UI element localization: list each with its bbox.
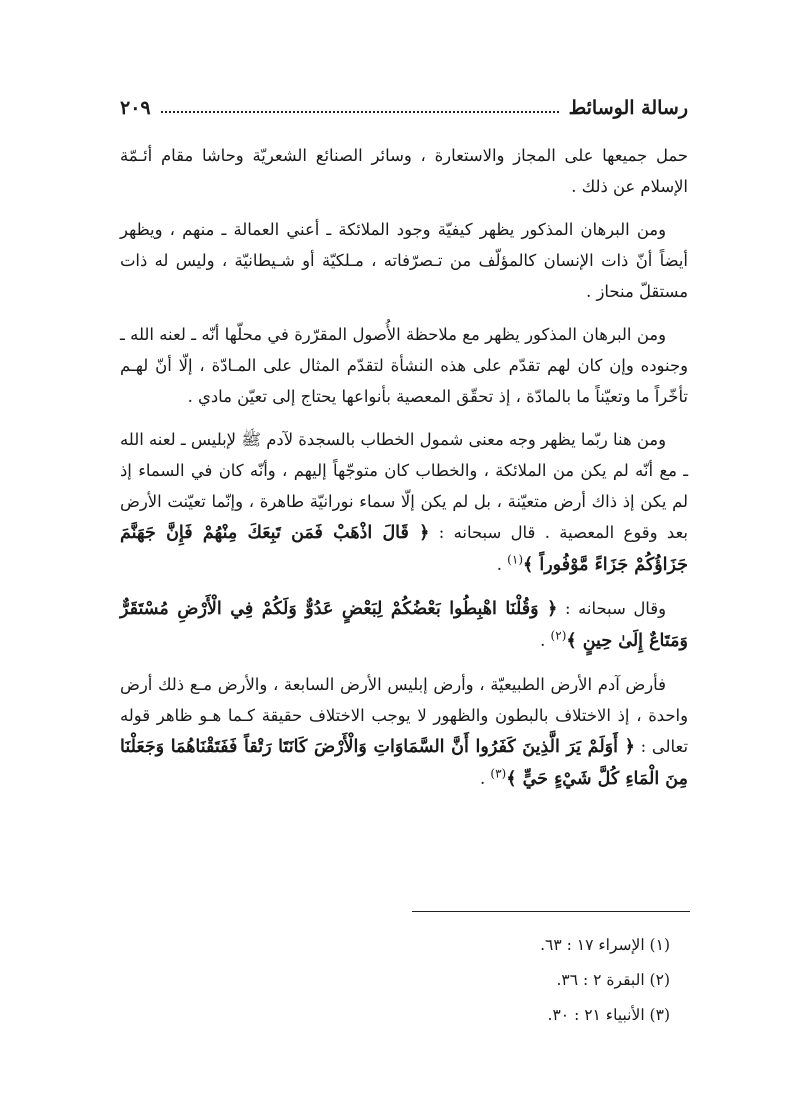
paragraph: حمل جميعها على المجاز والاستعارة ، وسائر الصنائع الشعريّة وحاشا مقام أئـمّة الإسلام عن ذلك . (120, 146, 688, 196)
quran-verse: ﴿ قَالَ اذْهَبْ فَمَن تَبِعَكَ مِنْهُمْ فَإِنَّ جَهَنَّمَ جَزَاؤُكُمْ جَزَاءً مَّوْفُوراً ﴾ (120, 523, 688, 575)
paragraph: ومن هنا ربّما يظهر وجه معنى شمول الخطاب بالسجدة لآدم ﷺ لإبليس ـ لعنه الله ـ مع أنّه لم يكن من الملائكة ، والخطاب كان متوجّهاً إليهم ، وأنّه كان في السماء إذ لم يكن إذ ذاك أرض متعيّنة ، بل لم يكن إلّا سماء نورانيّة طاهرة ، وإنّما تعيّنت الأرض بعد وقوع المعصية . قال سبحانه : ﴿ قَالَ اذْهَبْ فَمَن تَبِعَكَ مِنْهُمْ فَإِنَّ جَهَنَّمَ جَزَاؤُكُمْ جَزَاءً مَّوْفُوراً ﴾$^{(١)}$ . (120, 430, 688, 575)
footnote-ref[interactable]: (١) (507, 552, 523, 567)
body-text (120, 140, 688, 807)
header-title: رسالة الوسائط (568, 97, 688, 119)
paragraph: ومن البرهان المذكور يظهر كيفيّة وجود الملائكة ـ أعني العمالة ـ منهم ، ويظهر أيضاً أنّ ذات الإنسان كالمؤلّف من تـصرّفاته ، مـلكيّة أو شـيطانيّة ، وليس له ذات مستقلّ منحاز . (120, 220, 688, 301)
footnote: (٣) الأنبياء ٢١ : ٣٠. (547, 1006, 670, 1024)
paragraph: وقال سبحانه : ﴿ وَقُلْنَا اهْبِطُوا بَعْضُكُمْ لِبَعْضٍ عَدُوٌّ وَلَكُمْ فِي الْأَرْضِ مُسْتَقَرٌّ وَمَتَاعٌ إِلَىٰ حِينٍ ﴾$^{(٢)}$ . (120, 599, 688, 651)
dotted-leader (161, 111, 559, 113)
footnote-separator (412, 911, 690, 912)
running-header (120, 92, 688, 124)
quran-verse: ﴿ وَقُلْنَا اهْبِطُوا بَعْضُكُمْ لِبَعْضٍ عَدُوٌّ وَلَكُمْ فِي الْأَرْضِ مُسْتَقَرٌّ وَمَتَاعٌ إِلَىٰ حِينٍ ﴾ (120, 599, 688, 651)
page-number: ٢٠٩ (120, 97, 151, 119)
paragraph: فأرض آدم الأرض الطبيعيّة ، وأرض إبليس الأرض السابعة ، والأرض مـع ذلك أرض واحدة ، إذ الاختلاف بالبطون والظهور لا يوجب الاختلاف حقيقة كـما هـو ظاهر قوله تعالى : ﴿ أَوَلَمْ يَرَ الَّذِينَ كَفَرُوا أَنَّ السَّمَاوَاتِ وَالْأَرْضَ كَانَتَا رَتْقاً فَفَتَقْنَاهُمَا وَجَعَلْنَا مِنَ الْمَاءِ كُلَّ شَيْءٍ حَيٍّ ﴾$^{(٣)}$ . (120, 675, 689, 789)
paragraph: ومن البرهان المذكور يظهر مع ملاحظة الأُصول المقرّرة في محلّها أنّه ـ لعنه الله ـ وجنوده وإن كان لهم تقدّم على هذه النشأة لتقدّم المثال على المـادّة ، إلّا أنّ لهـم تأخّراً ما وتعيّناً ما بالمادّة ، إذ تحقّق المعصية بأنواعها يحتاج إلى تعيّن مادي . (120, 325, 688, 406)
footnote-ref[interactable]: (٣) (490, 766, 507, 781)
footnote: (٢) البقرة ٢ : ٣٦. (556, 971, 670, 989)
footnote-ref[interactable]: (٢) (550, 628, 567, 643)
footnotes (400, 928, 690, 1033)
footnote: (١) الإسراء ١٧ : ٦٣. (540, 936, 670, 954)
quran-verse: ﴿ أَوَلَمْ يَرَ الَّذِينَ كَفَرُوا أَنَّ السَّمَاوَاتِ وَالْأَرْضَ كَانَتَا رَتْقاً فَفَتَقْنَاهُمَا وَجَعَلْنَا مِنَ الْمَاءِ كُلَّ شَيْءٍ حَيٍّ ﴾ (120, 737, 688, 789)
